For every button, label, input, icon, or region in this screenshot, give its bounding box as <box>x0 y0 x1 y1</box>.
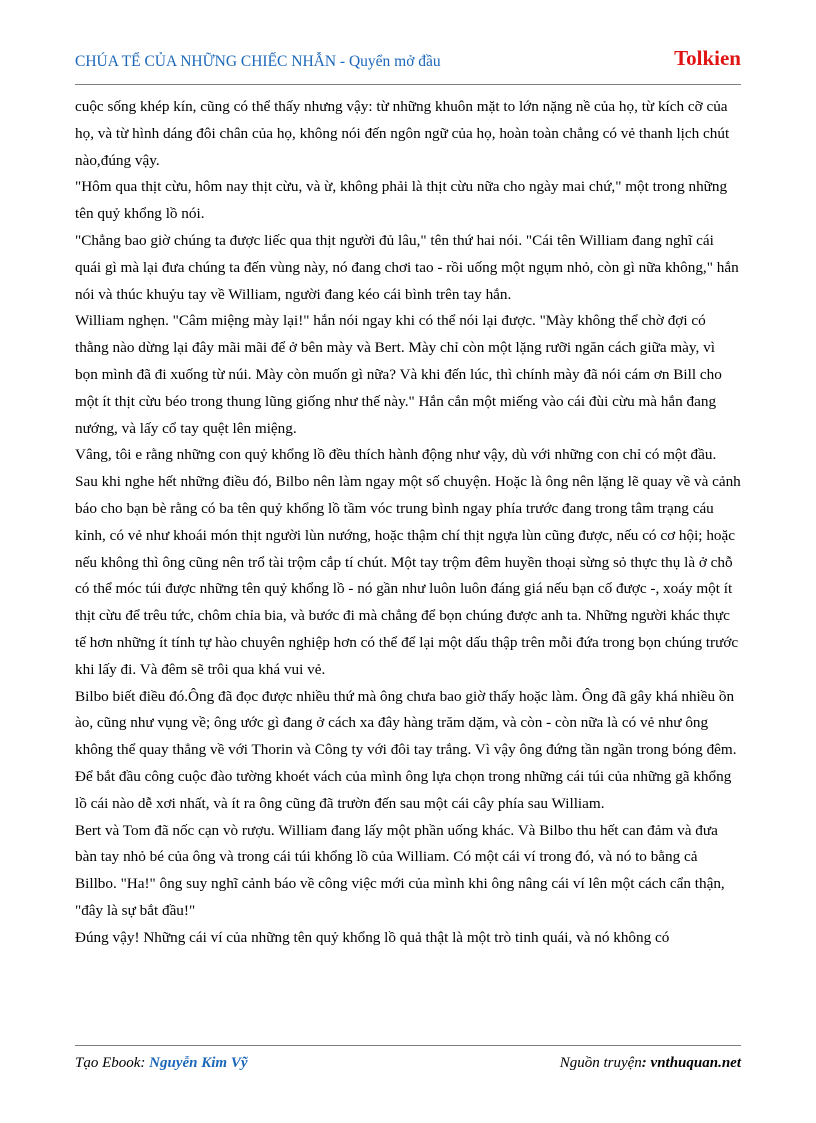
paragraph: "Hôm qua thịt cừu, hôm nay thịt cừu, và ừ, không phải là thịt cừu nữa cho ngày mai chứ," một trong những tên quỷ khổng lồ nói. <box>75 178 728 223</box>
paragraph: cuộc sống khép kín, cũng có thể thấy nhưng vậy: từ những khuôn mặt to lớn nặng nề của họ, từ kích cỡ của họ, và từ hình dáng đôi chân của họ, không nói đến ngôn ngữ của họ, hoàn toàn chẳng có vẻ thanh lịch chút nào,đúng vậy. <box>75 98 730 169</box>
ebook-credit-separator: : <box>140 1055 150 1071</box>
paragraph: William nghẹn. "Câm miệng mày lại!" hắn nói ngay khi có thể nói lại được. "Mày không thể chờ đợi có thằng nào dừng lại đây mãi mãi để ở bên mày và Bert. Mày chỉ còn một lặng rưỡi ngăn cách giữa mày, vì bọn mình đã đi xuống từ núi. Mày còn muốn gì nữa? Và khi đến lúc, thì chính mày đã nói cám ơn Bill cho một ít thịt cừu béo trong thung lũng giống như thế này." Hắn cắn một miếng vào cái đùi cừu mà hắn đang nướng, và lấy cổ tay quệt lên miệng. <box>75 312 722 437</box>
paragraph: Vâng, tôi e rằng những con quỷ khổng lồ đều thích hành động như vậy, dù với những con chỉ có một đầu. Sau khi nghe hết những điều đó, Bilbo nên làm ngay một số chuyện. Hoặc là ông nên lặng lẽ quay về và cảnh báo cho bạn bè rằng có ba tên quỷ khổng lồ tầm vóc trung bình ngay phía trước đang trong tâm trạng cáu kỉnh, có vẻ như khoái món thịt người lùn nướng, hoặc thậm chí thịt ngựa lùn cũng được, nếu có cơ hội; hoặc nếu không thì ông cũng nên trổ tài trộm cắp tí chút. Một tay trộm đêm huyền thoại sừng sỏ thực thụ là ở chỗ có thể móc túi được những tên quỷ khổng lồ - nó gần như luôn luôn đáng giá nếu bạn cố được -, xoáy một ít thịt cừu để trêu tức, chôm chỉa bia, và bước đi mà chẳng để bọn chúng được anh ta. Những người khác thực tế hơn những ít tính tự hào chuyên nghiệp hơn có thể để lại một dấu thập trên mỗi đứa trong bọn chúng trước khi lấy đi. Và đêm sẽ trôi qua khá vui vẻ. <box>75 446 741 678</box>
paragraph: "Chẳng bao giờ chúng ta được liếc qua thịt người đủ lâu," tên thứ hai nói. "Cái tên William đang nghĩ cái quái gì mà lại đưa chúng ta đến vùng này, nó đang chơi tao - rồi uống một ngụm nhỏ, còn gì nữa không," hắn nói và thúc khuỷu tay về William, người đang kéo cái bình trên tay hắn. <box>75 231 739 303</box>
book-title: CHÚA TỂ CỦA NHỮNG CHIẾC NHẪN - Quyển mở đầu <box>75 53 441 70</box>
author-name: Tolkien <box>674 46 741 70</box>
paragraph: Bilbo biết điều đó.Ông đã đọc được nhiều thứ mà ông chưa bao giờ thấy hoặc làm. Ông đã gây khá nhiều ồn ào, cũng như vụng về; ông ước gì đang ở cách xa đây hàng trăm dặm, và còn - còn nữa là có vẻ như ông không thể quay thẳng về với Thorin và Công ty với đôi tay trắng. Vì vậy ông đứng tần ngần trong bóng đêm. Để bắt đầu công cuộc đào tường khoét vách của mình ông lựa chọn trong những cái túi của những gã khổng lồ cái nào dễ xơi nhất, và ít ra ông cũng đã trườn đến sau một cái cây phía sau William. <box>75 687 737 812</box>
paragraph: Bert và Tom đã nốc cạn vò rượu. William đang lấy một phần uống khác. Và Bilbo thu hết can đảm và đưa bàn tay nhỏ bé của ông và trong cái túi khổng lồ của William. Có một cái ví trong đó, và nó to bằng cả Billbo. "Ha!" ông suy nghĩ cảnh báo về công việc mới của mình khi ông nâng cái ví lên một cách cẩn thận, "đây là sự bắt đầu!" <box>75 821 725 919</box>
source-site-link[interactable]: vnthuquan.net <box>650 1055 741 1071</box>
page-header <box>75 46 741 82</box>
source-credit-label: Nguồn truyện <box>559 1055 642 1071</box>
ebook-credit <box>75 1055 248 1072</box>
source-credit-separator: : <box>641 1055 651 1071</box>
header-divider <box>75 84 741 85</box>
ebook-credit-label: Tạo Ebook <box>75 1055 141 1071</box>
footer-divider <box>75 1045 741 1046</box>
ebook-creator-name: Nguyễn Kim Vỹ <box>149 1055 248 1071</box>
page-body <box>75 94 741 952</box>
source-credit <box>560 1055 741 1072</box>
paragraph: Đúng vậy! Những cái ví của những tên quỷ khổng lồ quả thật là một trò tinh quái, và nó không có <box>75 928 670 946</box>
